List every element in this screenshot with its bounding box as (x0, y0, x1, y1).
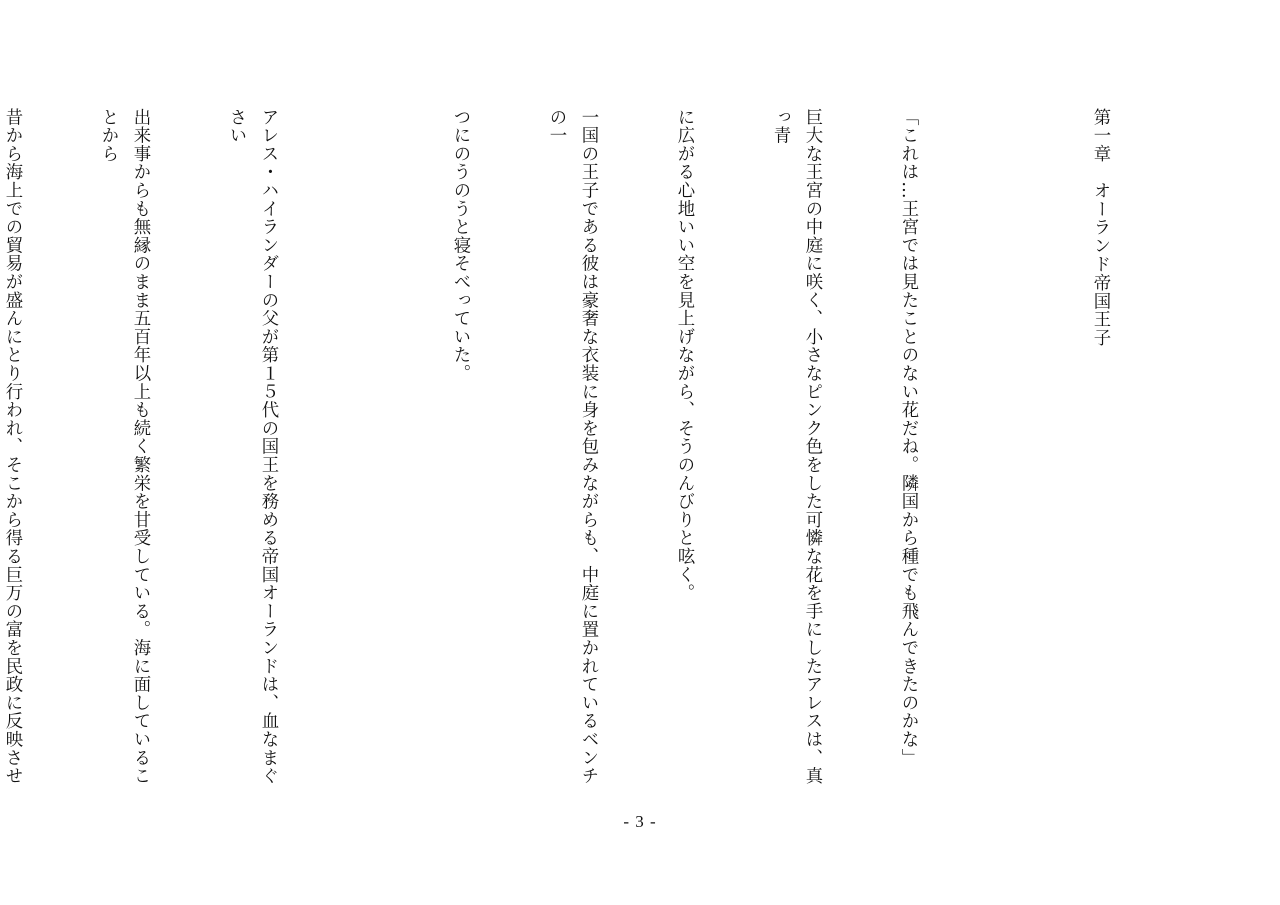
text-line: 出来事からも無縁のまま五百年以上も続く繁栄を甘受している。海に面していることから (98, 108, 150, 786)
text-line: に広がる心地いい空を見上げながら、そうのんびりと呟く。 (674, 108, 694, 603)
chapter-title: 第一章 オーランド帝国王子 (1090, 108, 1110, 348)
vertical-text-body (2, 108, 1180, 798)
text-line: 巨大な王宮の中庭に咲く、小さなピンク色をした可憐な花を手にしたアレスは、真っ青 (770, 108, 822, 786)
text-line: つにのうのうと寝そべっていた。 (450, 108, 470, 383)
text-line: 「これは…王宮では見たことのない花だね。隣国から種でも飛んできたのかな」 (898, 108, 918, 767)
text-line: 昔から海上での貿易が盛んにとり行われ、そこから得る巨万の富を民政に反映させ (2, 108, 22, 786)
text-line: アレス・ハイランダーの父が第１５代の国王を務める帝国オーランドは、血なまぐさい (226, 108, 278, 786)
page-number: - 3 - (623, 812, 657, 831)
blank-line (988, 108, 1020, 109)
text-line: 一国の王子である彼は豪奢な衣装に身を包みながらも、中庭に置かれているベンチの一 (546, 108, 598, 786)
blank-line (348, 108, 380, 109)
